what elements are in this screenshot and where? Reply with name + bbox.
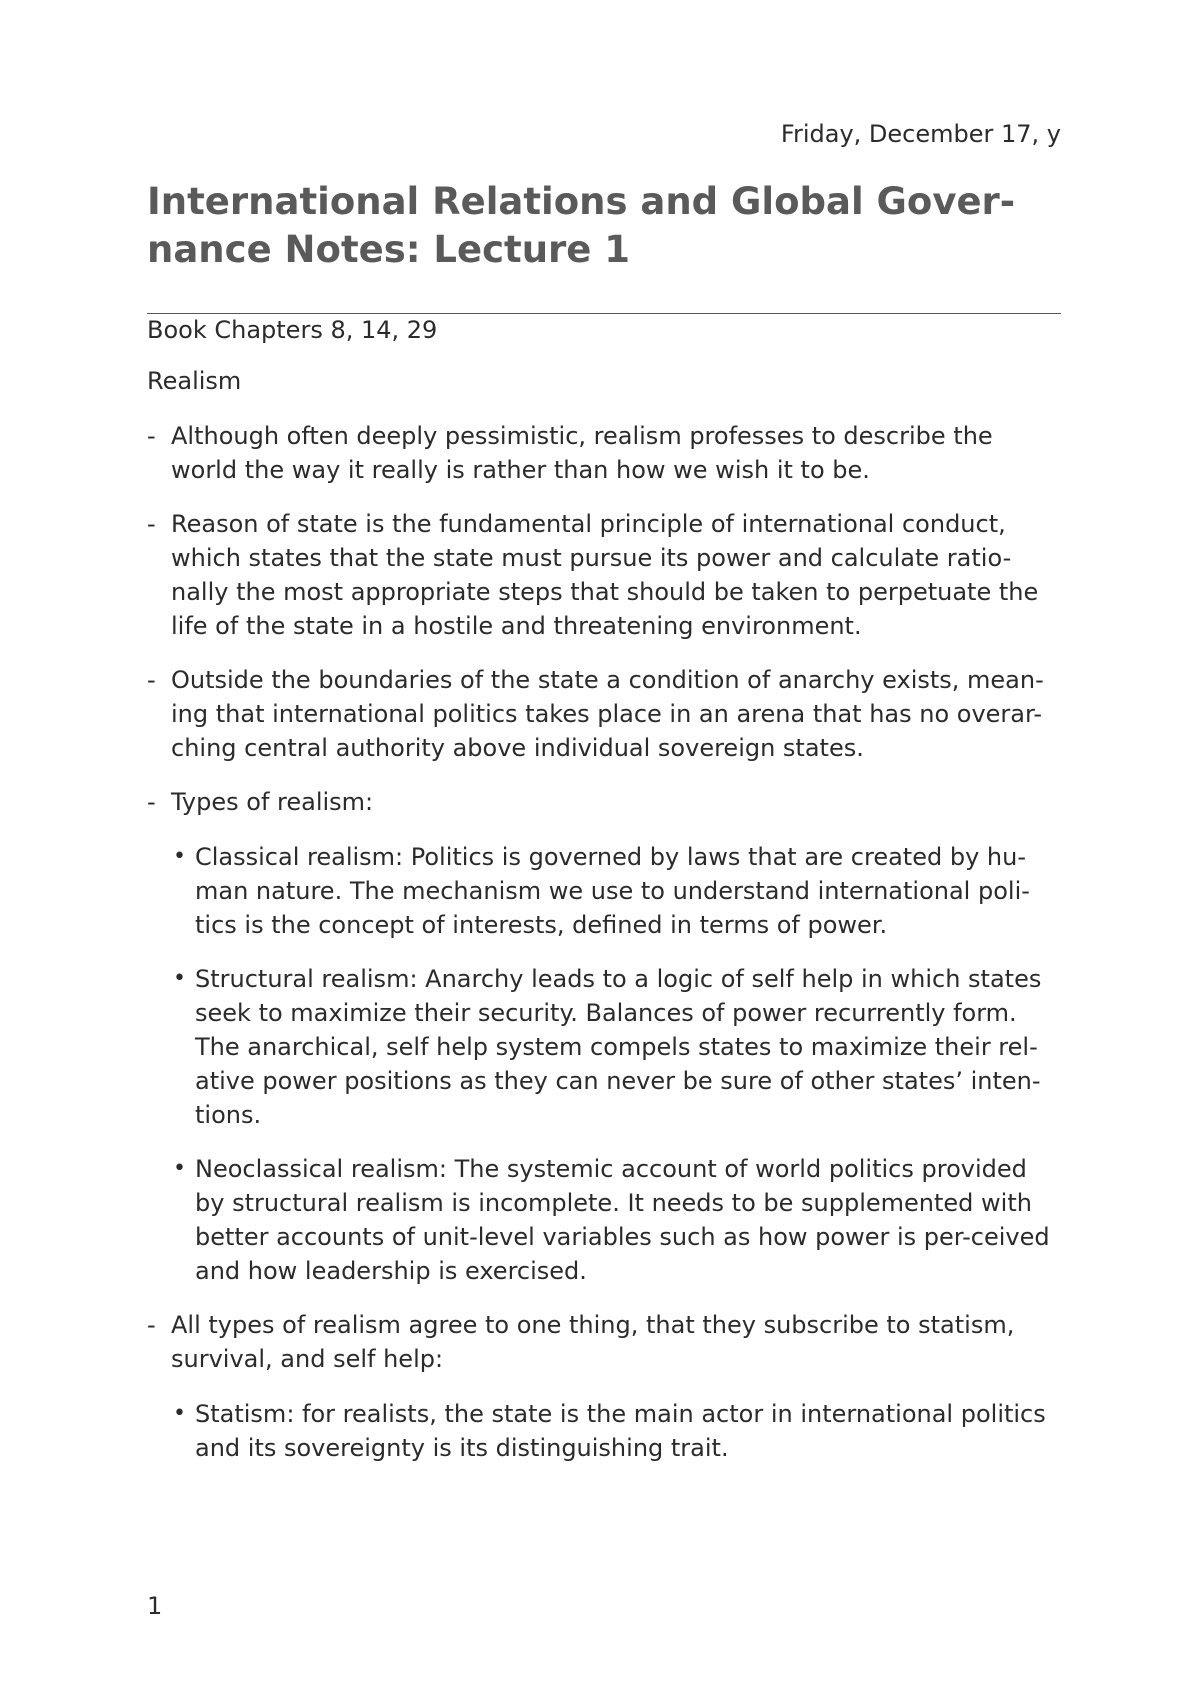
list-item-text: All types of realism agree to one thing, that they subscribe to statism, survival, and self help:	[171, 1311, 1015, 1373]
sub-list-item	[171, 1152, 1063, 1288]
book-chapters: Book Chapters 8, 14, 29	[147, 316, 438, 344]
bullet-marker: •	[173, 1156, 186, 1181]
section-heading: Realism	[147, 367, 242, 395]
bullet-marker: •	[173, 966, 186, 991]
list-item	[147, 1308, 1063, 1465]
dash-marker: -	[147, 1311, 156, 1339]
list-item-text: Types of realism:	[171, 788, 374, 816]
realism-traits-list	[171, 1397, 1063, 1465]
sub-list-item-text: Classical realism: Politics is governed by laws that are created by hu-man nature. The mechanism we use to understand international poli-tics is the concept of interests, defined in terms of power.	[195, 843, 1030, 939]
list-item-text: Although often deeply pessimistic, realism professes to describe the world the way it really is rather than how we wish it to be.	[171, 422, 993, 484]
bullet-marker: •	[173, 844, 186, 869]
list-item-text: Outside the boundaries of the state a condition of anarchy exists, mean-ing that international politics takes place in an arena that has no overar-ching central authority above individual sovereign states.	[171, 666, 1044, 762]
document-title-text: International Relations and Global Gover-nance Notes: Lecture 1	[147, 180, 1016, 271]
list-item	[147, 507, 1063, 643]
realism-points-list	[147, 419, 1063, 1465]
dash-marker: -	[147, 510, 156, 538]
sub-list-item	[171, 840, 1063, 942]
dash-marker: -	[147, 666, 156, 694]
dash-marker: -	[147, 788, 156, 816]
list-item-text: Reason of state is the fundamental principle of international conduct, which states that the state must pursue its power and calculate ratio-nally the most appropriate steps that should be taken to perpetuate the life of the state in a hostile and threatening environment.	[171, 510, 1039, 640]
document-date: Friday, December 17, y	[780, 120, 1061, 148]
document-title	[147, 178, 1027, 274]
sub-list-item-text: Structural realism: Anarchy leads to a logic of self help in which states seek to maximize their security. Balances of power recurrently form. The anarchical, self help system compels states to maximize their rel-ative power positions as they can never be sure of other states’ inten-tions.	[195, 965, 1042, 1129]
sub-list-item-text: Neoclassical realism: The systemic account of world politics provided by structural realism is incomplete. It needs to be supplemented with better accounts of unit-level variables such as how power is per-ceived and how leadership is exercised.	[195, 1155, 1050, 1285]
sub-list-item-text: Statism: for realists, the state is the main actor in international politics and its sovereignty is its distinguishing trait.	[195, 1400, 1046, 1462]
sub-list-item	[171, 1397, 1063, 1465]
document-body	[147, 313, 1063, 1485]
realism-types-list	[171, 840, 1063, 1288]
dash-marker: -	[147, 422, 156, 450]
page-number: 1	[147, 1592, 163, 1620]
bullet-marker: •	[173, 1401, 186, 1426]
list-item	[147, 785, 1063, 1288]
sub-list-item	[171, 962, 1063, 1132]
list-item	[147, 419, 1063, 487]
list-item	[147, 663, 1063, 765]
